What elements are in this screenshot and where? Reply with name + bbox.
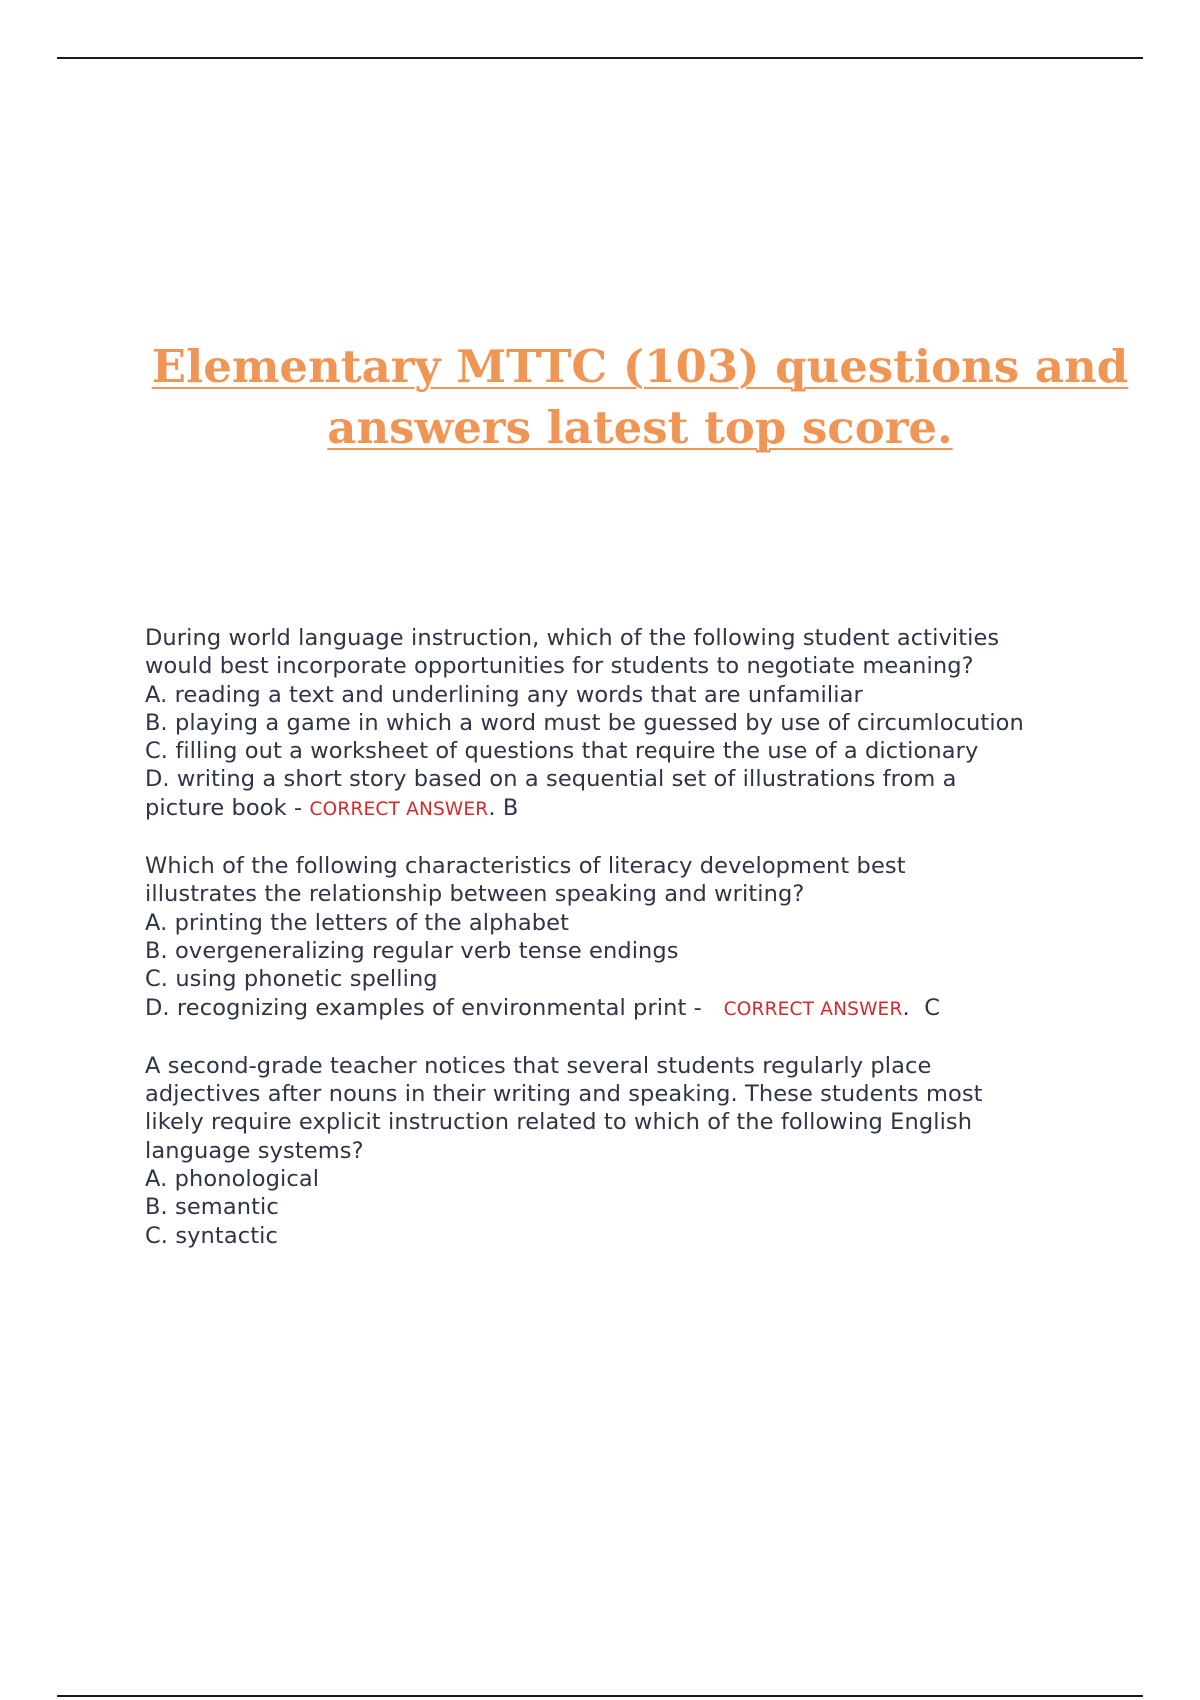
question-text-line: language systems?	[145, 1137, 364, 1164]
correct-answer-value: . C	[902, 994, 941, 1021]
top-rule	[57, 57, 1143, 59]
question-3	[145, 1052, 1145, 1250]
questions-list	[145, 624, 1145, 1278]
question-1	[145, 624, 1145, 824]
question-text-line: Which of the following characteristics of literacy development best	[145, 853, 906, 880]
title-line-1: Elementary MTTC (103) questions and	[151, 340, 1129, 393]
question-text-line: A second-grade teacher notices that several students regularly place	[145, 1052, 932, 1079]
answer-option: A. printing the letters of the alphabet	[145, 909, 570, 936]
question-2	[145, 852, 1145, 1024]
question-text-line: illustrates the relationship between speaking and writing?	[145, 881, 805, 908]
answer-option: A. reading a text and underlining any words that are unfamiliar	[145, 681, 863, 708]
answer-line	[145, 794, 1145, 824]
bottom-rule	[57, 1695, 1143, 1697]
answer-option: A. phonological	[145, 1166, 320, 1193]
answer-option: B. semantic	[145, 1194, 279, 1221]
correct-answer-label: CORRECT ANSWER	[723, 998, 903, 1020]
answer-option: C. syntactic	[145, 1222, 278, 1249]
question-text-line: adjectives after nouns in their writing and speaking. These students most	[145, 1081, 983, 1108]
title-line-2: answers latest top score.	[327, 401, 953, 454]
answer-option: C. filling out a worksheet of questions that require the use of a dictionary	[145, 738, 979, 765]
option-d: D. recognizing examples of environmental print -	[145, 994, 724, 1021]
answer-option: B. playing a game in which a word must be guessed by use of circumlocution	[145, 709, 1024, 736]
option-continuation: picture book -	[145, 794, 310, 821]
correct-answer-value: . B	[488, 794, 519, 821]
question-text-line: likely require explicit instruction related to which of the following English	[145, 1109, 973, 1136]
question-text-line: During world language instruction, which of the following student activities	[145, 625, 1000, 651]
answer-option: D. writing a short story based on a sequential set of illustrations from a	[145, 766, 957, 793]
answer-option: B. overgeneralizing regular verb tense endings	[145, 937, 679, 964]
question-text-line: would best incorporate opportunities for students to negotiate meaning?	[145, 653, 974, 680]
answer-option: C. using phonetic spelling	[145, 966, 438, 993]
answer-line	[145, 994, 1145, 1024]
correct-answer-label: CORRECT ANSWER	[309, 798, 489, 820]
document-title	[130, 336, 1150, 458]
